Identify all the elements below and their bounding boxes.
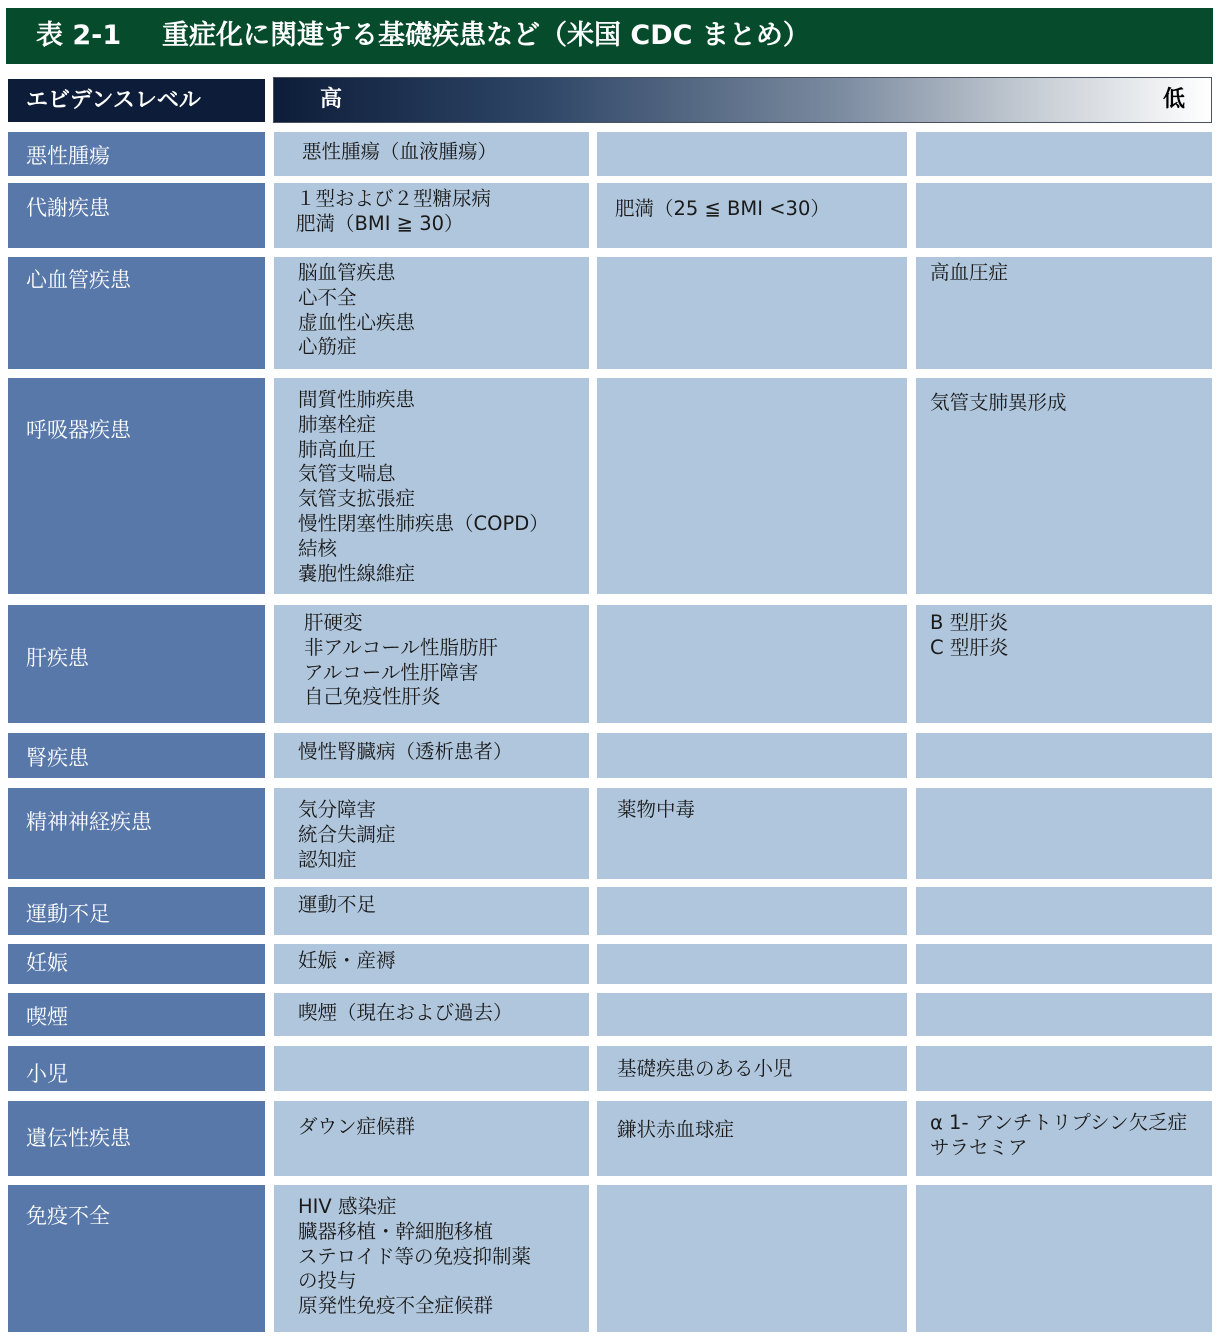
- condition-item: 気管支拡張症: [298, 487, 416, 511]
- category-label: 運動不足: [8, 887, 265, 935]
- evidence-mid-cell: [597, 993, 907, 1036]
- evidence-high-cell: [274, 944, 589, 984]
- table-row: [0, 183, 1218, 248]
- condition-item: 臓器移植・幹細胞移植: [298, 1219, 494, 1243]
- condition-item: 気分障害: [298, 798, 377, 821]
- condition-item: 間質性肺疾患: [298, 388, 416, 411]
- table-row: [0, 378, 1218, 594]
- evidence-mid-cell: [597, 887, 907, 935]
- evidence-high-cell: [274, 132, 589, 176]
- category-label: 心血管疾患: [8, 257, 265, 369]
- evidence-low-cell: [916, 733, 1212, 778]
- evidence-low-cell: [916, 887, 1212, 935]
- evidence-high-cell: [274, 887, 589, 935]
- condition-item: 結核: [298, 536, 338, 560]
- category-label: 精神神経疾患: [8, 788, 265, 879]
- condition-item: 気管支肺異形成: [930, 391, 1067, 414]
- table-title-bar: [6, 8, 1213, 64]
- condition-item: 非アルコール性脂肪肝: [304, 635, 498, 659]
- evidence-high-cell: [274, 1185, 589, 1332]
- evidence-mid-cell: [597, 378, 907, 594]
- condition-item: 慢性閉塞性肺疾患（COPD）: [298, 511, 549, 535]
- table-number: 表 2-1: [36, 20, 122, 51]
- condition-item: 原発性免疫不全症候群: [298, 1294, 494, 1318]
- condition-item: 薬物中毒: [617, 798, 696, 821]
- evidence-low-label: 低: [1162, 87, 1185, 112]
- evidence-high-cell: [274, 1101, 589, 1176]
- table-row: [0, 1046, 1218, 1091]
- table-row: [0, 257, 1218, 369]
- evidence-mid-cell: [597, 1185, 907, 1332]
- condition-item: の投与: [298, 1269, 357, 1293]
- evidence-low-cell: [916, 605, 1212, 723]
- evidence-low-cell: [916, 257, 1212, 369]
- category-label: 妊娠: [8, 944, 265, 984]
- evidence-high-cell: [274, 257, 589, 369]
- condition-item: 心筋症: [298, 335, 357, 359]
- condition-item: ステロイド等の免疫抑制薬: [298, 1244, 532, 1268]
- table-row: [0, 605, 1218, 723]
- category-label: 免疫不全: [8, 1185, 265, 1332]
- evidence-mid-cell: [597, 257, 907, 369]
- evidence-low-cell: [916, 1185, 1212, 1332]
- evidence-high-cell: [274, 183, 589, 248]
- condition-item: 肺高血圧: [298, 437, 377, 461]
- category-label: 喫煙: [8, 993, 265, 1036]
- condition-item: 肥満（25 ≦ BMI <30）: [615, 197, 830, 220]
- evidence-low-cell: [916, 132, 1212, 176]
- category-label: 腎疾患: [8, 733, 265, 778]
- table-title: 重症化に関連する基礎疾患など（米国 CDC まとめ）: [162, 20, 810, 51]
- category-label: 呼吸器疾患: [8, 378, 265, 594]
- condition-item: 妊娠・産褥: [298, 949, 396, 972]
- category-label: 悪性腫瘍: [8, 132, 265, 176]
- evidence-high-cell: [274, 788, 589, 879]
- evidence-low-cell: [916, 183, 1212, 248]
- evidence-mid-cell: [597, 605, 907, 723]
- table-row: [0, 887, 1218, 935]
- condition-item: 肝硬変: [304, 611, 363, 634]
- condition-item: 嚢胞性線維症: [298, 561, 416, 585]
- evidence-low-cell: [916, 993, 1212, 1036]
- category-label: 小児: [8, 1046, 265, 1091]
- evidence-mid-cell: [597, 944, 907, 984]
- evidence-high-cell: [274, 993, 589, 1036]
- category-label: 代謝疾患: [8, 183, 265, 248]
- evidence-mid-cell: [597, 788, 907, 879]
- table-row: [0, 1185, 1218, 1332]
- condition-item: HIV 感染症: [298, 1195, 397, 1218]
- evidence-level-header: エビデンスレベル: [8, 79, 265, 122]
- table-row: [0, 132, 1218, 176]
- category-label: 遺伝性疾患: [8, 1101, 265, 1176]
- evidence-mid-cell: [597, 132, 907, 176]
- condition-item: アルコール性肝障害: [304, 660, 479, 684]
- condition-item: 高血圧症: [930, 261, 1009, 284]
- condition-item: 運動不足: [298, 893, 377, 916]
- condition-item: 基礎疾患のある小児: [617, 1057, 793, 1080]
- evidence-mid-cell: [597, 1101, 907, 1176]
- table-row: [0, 788, 1218, 879]
- table-row: [0, 944, 1218, 984]
- condition-item: 虚血性心疾患: [298, 310, 416, 334]
- table-row: [0, 733, 1218, 778]
- evidence-high-cell: [274, 733, 589, 778]
- evidence-mid-cell: [597, 733, 907, 778]
- condition-item: 鎌状赤血球症: [617, 1118, 735, 1141]
- condition-item: 気管支喘息: [298, 462, 396, 486]
- evidence-mid-cell: [597, 183, 907, 248]
- evidence-low-cell: [916, 944, 1212, 984]
- evidence-low-cell: [916, 788, 1212, 879]
- evidence-high-cell: [274, 605, 589, 723]
- category-label: 肝疾患: [8, 605, 265, 723]
- evidence-low-cell: [916, 378, 1212, 594]
- condition-item: １型および２型糖尿病: [296, 187, 492, 210]
- condition-item: 喫煙（現在および過去）: [298, 1001, 513, 1024]
- evidence-low-cell: [916, 1101, 1212, 1176]
- condition-item: 認知症: [298, 847, 357, 871]
- condition-item: 肺塞栓症: [298, 412, 377, 436]
- condition-item: α 1- アンチトリプシン欠乏症: [930, 1111, 1188, 1134]
- condition-item: B 型肝炎: [930, 611, 1009, 634]
- evidence-high-cell: [274, 1046, 589, 1091]
- evidence-high-cell: [274, 378, 589, 594]
- condition-item: 統合失調症: [298, 822, 396, 846]
- condition-item: 肥満（BMI ≧ 30）: [296, 211, 464, 235]
- condition-item: 脳血管疾患: [298, 261, 396, 284]
- evidence-low-cell: [916, 1046, 1212, 1091]
- condition-item: 慢性腎臓病（透析患者）: [298, 740, 513, 763]
- condition-item: 自己免疫性肝炎: [304, 685, 441, 709]
- evidence-gradient-bar: [273, 77, 1212, 123]
- table-row: [0, 993, 1218, 1036]
- evidence-mid-cell: [597, 1046, 907, 1091]
- condition-item: C 型肝炎: [930, 635, 1009, 659]
- evidence-high-label: 高: [320, 87, 343, 112]
- condition-item: 悪性腫瘍（血液腫瘍）: [302, 139, 498, 163]
- condition-item: ダウン症候群: [298, 1115, 416, 1138]
- table-row: [0, 1101, 1218, 1176]
- condition-item: サラセミア: [930, 1135, 1028, 1159]
- condition-item: 心不全: [298, 285, 357, 309]
